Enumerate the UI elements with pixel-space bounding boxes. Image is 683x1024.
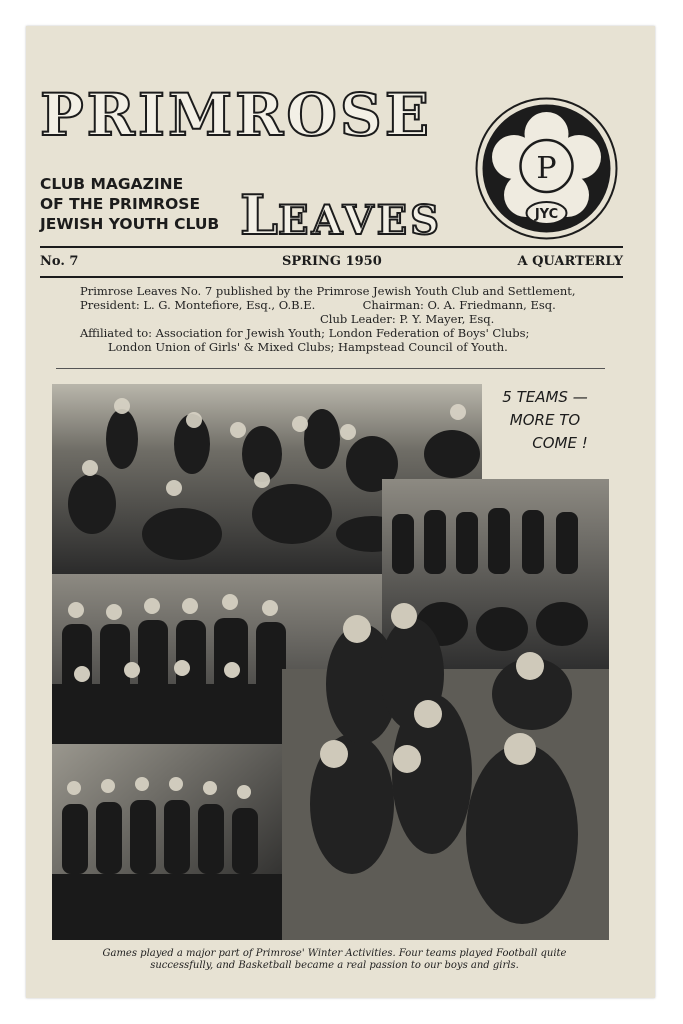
leaves-initial: L	[240, 183, 278, 247]
affiliation-line: London Union of Girls' & Mixed Clubs; Hampstead Council of Youth.	[108, 340, 508, 354]
credits-line: Primrose Leaves No. 7 published by the Primrose Jewish Youth Club and Settlement,	[80, 284, 576, 298]
issue-season: SPRING 1950	[282, 254, 382, 269]
caption-line: successfully, and Basketball became a real passion to our boys and girls.	[150, 960, 519, 971]
masthead-rule	[40, 246, 623, 248]
subtitle-line: CLUB MAGAZINE	[40, 175, 184, 193]
flower-seal-icon	[474, 96, 619, 241]
callout-line: MORE TO	[509, 411, 581, 429]
callout-line: COME !	[532, 434, 588, 452]
teams-callout	[481, 386, 609, 476]
president-credit: President: L. G. Montefiore, Esq., O.B.E.	[80, 298, 316, 312]
magazine-subtitle	[40, 174, 240, 234]
club-leader-credit: Club Leader: P. Y. Mayer, Esq.	[320, 312, 495, 326]
subtitle-line: OF THE PRIMROSE	[40, 195, 201, 213]
affiliation-line: Affiliated to: Association for Jewish Youth; London Federation of Boys' Clubs;	[80, 326, 530, 340]
logo-initials: JYC	[534, 207, 559, 222]
logo-letter: P	[536, 151, 557, 186]
caption-line: Games played a major part of Primrose' Winter Activities. Four teams played Football quite	[102, 948, 567, 959]
chairman-credit: Chairman: O. A. Friedmann, Esq.	[362, 298, 556, 312]
issue-frequency: A QUARTERLY	[517, 254, 623, 269]
subtitle-line: JEWISH YOUTH CLUB	[40, 215, 220, 233]
issue-number: No. 7	[40, 254, 79, 269]
issue-line	[40, 252, 623, 272]
magazine-cover	[26, 26, 655, 998]
leaves-wordmark	[240, 183, 442, 247]
credits-rule	[56, 368, 605, 369]
credits-block	[80, 284, 620, 354]
callout-line: 5 TEAMS —	[502, 388, 588, 406]
issue-rule	[40, 276, 623, 278]
credits-line	[80, 298, 620, 312]
photo-caption	[62, 948, 607, 972]
magazine-title: PRIMROSE	[40, 81, 432, 149]
leaves-rest: EAVES	[277, 197, 442, 244]
